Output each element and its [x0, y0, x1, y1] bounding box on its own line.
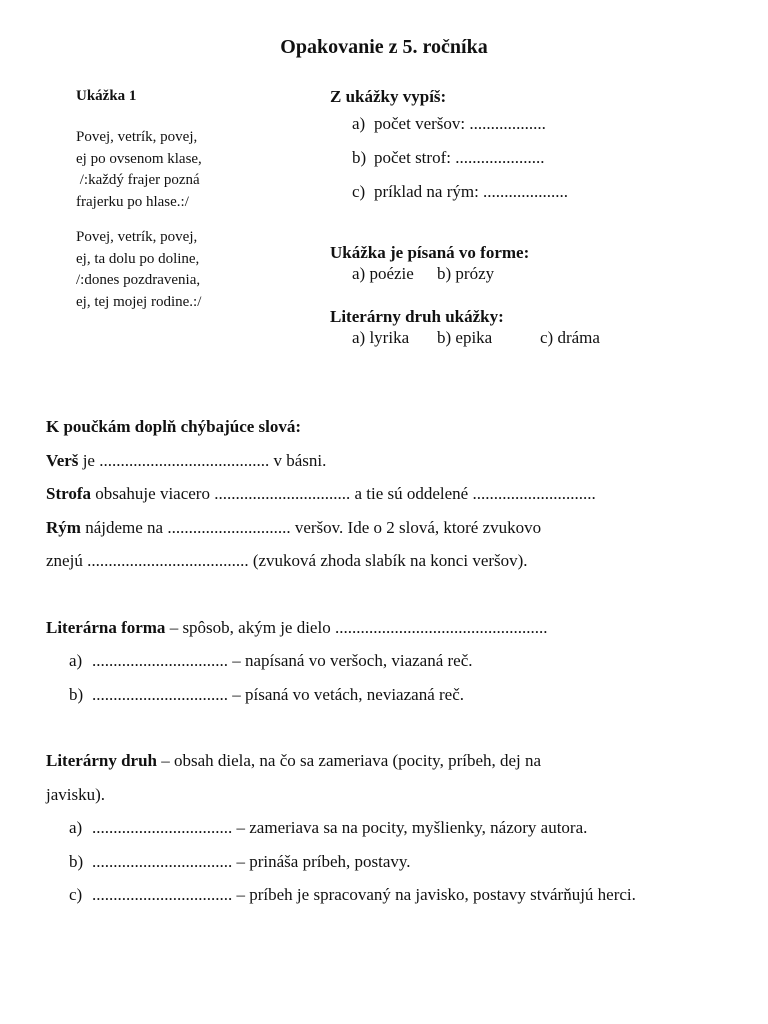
item-marker: a)	[352, 114, 366, 133]
item-marker: b)	[352, 148, 367, 167]
vers-line: Verš je ........................................ v básni.	[46, 450, 327, 470]
option: a) poézie	[352, 264, 414, 283]
rym-line-2: znejú ...................................... (zvuková zhoda slabík na konci veršov).	[46, 551, 528, 570]
tasks-list	[330, 107, 750, 209]
forma-line: Literárna forma – spôsob, akým je dielo ..................................................	[46, 617, 548, 637]
option: c) dráma	[540, 328, 600, 347]
form-options	[330, 263, 750, 285]
list-item	[330, 107, 750, 141]
stanza-1	[76, 127, 306, 213]
list-item: c) ................................. – príbeh je spracovaný na javisko, postavy stvárňujú herci.	[69, 885, 636, 904]
druh-line: Literárny druh – obsah diela, na čo sa zameriava (pocity, príbeh, dej na	[46, 751, 542, 770]
page-title: Opakovanie z 5. ročníka	[280, 36, 488, 58]
druh-line-2: javisku).	[46, 784, 106, 804]
item-text: počet strof: .....................	[374, 148, 545, 167]
option: b) epika	[437, 328, 493, 347]
list-item	[330, 175, 750, 209]
stanza-2	[76, 227, 306, 313]
list-item	[330, 141, 750, 175]
list-item: a) ................................. – zameriava sa na pocity, myšlienky, názory autora.	[69, 818, 588, 837]
option: a) lyrika	[352, 328, 410, 347]
section-heading: K poučkám doplň chýbajúce slová:	[46, 417, 302, 436]
fill-in-section	[46, 410, 736, 912]
genre-heading: Literárny druh ukážky:	[330, 307, 504, 326]
poem-line: ej po ovsenom klase,	[76, 150, 202, 167]
item-text: príklad na rým: ....................	[374, 182, 569, 201]
list-item: b) ................................. – prináša príbeh, postavy.	[69, 851, 411, 871]
poem-excerpt	[76, 88, 306, 313]
genre-options	[330, 327, 750, 349]
poem-line: ej, ta dolu po doline,	[76, 250, 200, 267]
poem-line: ej, tej mojej rodine.:/	[76, 293, 202, 310]
poem-line: Povej, vetrík, povej,	[76, 129, 198, 145]
list-item: a) ................................ – napísaná vo veršoch, viazaná reč.	[69, 651, 473, 670]
tasks-heading: Z ukážky vypíš:	[330, 87, 447, 106]
poem-line: /:dones pozdravenia,	[76, 272, 201, 288]
poem-title: Ukážka 1	[76, 88, 137, 104]
item-text: počet veršov: ..................	[374, 114, 546, 133]
poem-line: frajerku po hlase.:/	[76, 193, 189, 210]
rym-line: Rým nájdeme na ............................. veršov. Ide o 2 slová, ktoré zvukovo	[46, 517, 542, 537]
tasks-panel	[330, 87, 750, 349]
item-marker: c)	[352, 182, 366, 201]
poem-line: /:každý frajer pozná	[76, 172, 200, 188]
form-heading: Ukážka je písaná vo forme:	[330, 243, 530, 262]
list-item: b) ................................ – písaná vo vetách, neviazaná reč.	[69, 684, 464, 704]
strofa-line: Strofa obsahuje viacero ................................ a tie sú oddelené .............................	[46, 484, 596, 503]
option: b) prózy	[437, 264, 495, 283]
poem-line: Povej, vetrík, povej,	[76, 229, 198, 245]
